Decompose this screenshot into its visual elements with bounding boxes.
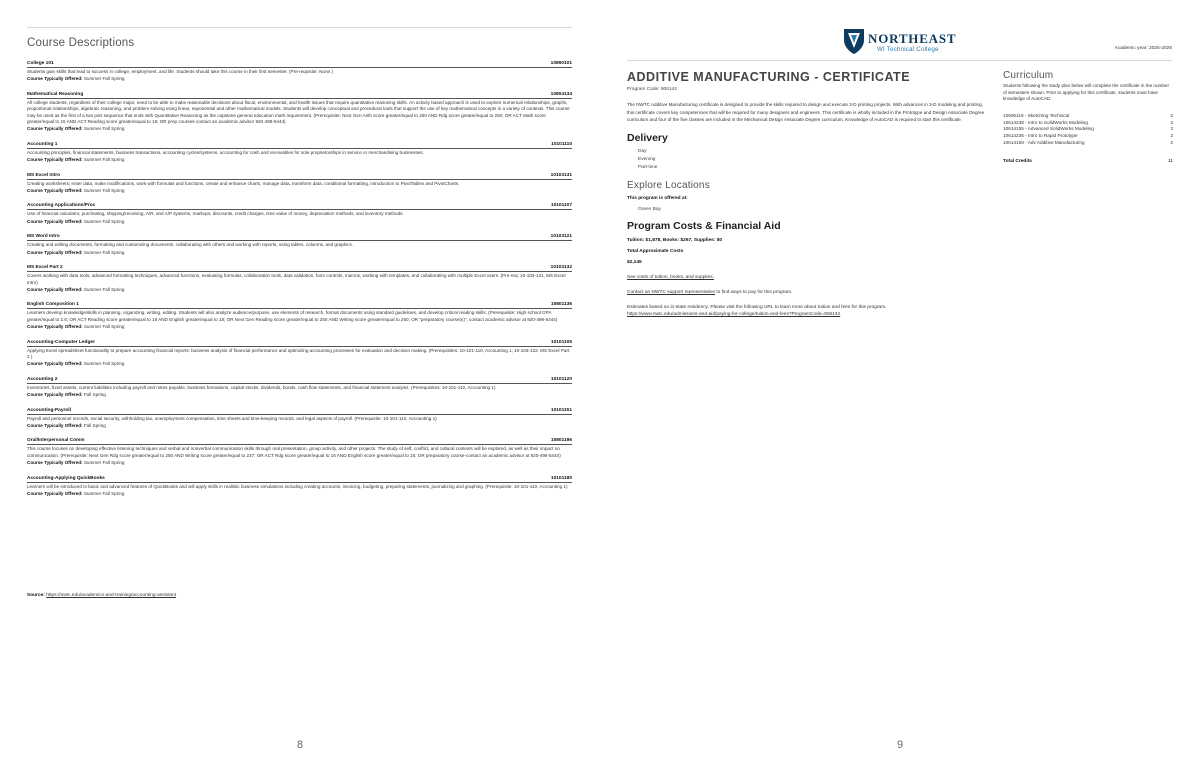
- course-offered-terms: Summer Fall Spring: [83, 249, 125, 255]
- logo-subtitle: WI Technical College: [877, 46, 939, 53]
- page-number: 9: [896, 739, 904, 751]
- program-main-column: [627, 70, 987, 318]
- college-logo: [842, 27, 972, 57]
- course-entry: [27, 265, 572, 293]
- program-code: Program Code: 906142: [627, 87, 677, 92]
- course-offered-terms: Summer Fall Spring: [83, 286, 125, 292]
- source-link[interactable]: https://nwtc.edu/academics-and-training/accounting-assistant: [46, 593, 177, 598]
- course-name: English Composition 1: [27, 302, 79, 308]
- course-offered: [27, 460, 572, 466]
- header-divider: [627, 60, 1172, 61]
- program-description: The NWTC Additive Manufacturing certificate is designed to provide the skills required to design and execute 3-D printing projects. With advances in 3-D modeling and printing, this certificate covers key competencies that will be required for many designers and engineers. This certificate is wholly included in the Prototype and Design Associate Degree curriculum and four of the five classes are included in the Mechanical Design Associate Degree curriculum. Knowledge of AutoCAD is required to start this certificate.: [627, 102, 985, 123]
- course-description: Creating and editing documents, formatting and customizing documents, collaborating with others and working with reports, using tables, columns, and graphics.: [27, 242, 354, 248]
- course-entry: [27, 438, 572, 466]
- course-offered-label: Course Typically Offered:: [27, 218, 83, 224]
- course-offered-terms: Summer Fall Spring: [83, 218, 125, 224]
- course-offered-terms: Summer Fall Spring: [83, 126, 125, 132]
- course-offered: [27, 250, 572, 256]
- course-description: Use of financial calculator, purchasing, shipping/receiving, A/R, and A/P systems, markups, discounts, credit charges, time value of money, depreciation methods, and inventory methods.: [27, 211, 404, 217]
- course-code: 10801136: [550, 302, 572, 308]
- course-offered: [27, 188, 572, 194]
- curriculum-credits: 2: [1170, 139, 1173, 145]
- curriculum-credits: 2: [1170, 112, 1173, 118]
- course-description: Covers working with data tools, advanced formatting techniques, advanced functions, evaluating formulas, collaboration tools, data validation, form controls, macros, working with templates, and collaborating with multiple Excel users. (Pre-req: 10-103-131, MS Excel Intro): [27, 273, 566, 285]
- delivery-item: Day: [638, 148, 647, 154]
- curriculum-description: Students following the study plan below will complete the certificate in the number of semesters shown. Prior to applying for this certificate, students must have knowledge of AutoCAD.: [1003, 83, 1169, 102]
- course-name: Accounting-Applying QuickBooks: [27, 475, 105, 481]
- course-header: [27, 476, 572, 483]
- curriculum-row: [1003, 140, 1173, 147]
- course-entry: [27, 234, 572, 256]
- course-offered: [27, 126, 572, 132]
- course-description: Accounting principles, financial statements, business transactions, accounting cycles/systems, accounting for cash and receivables for sole proprietorships in service or merchandising businesses.: [27, 149, 424, 155]
- top-divider: [27, 27, 572, 28]
- course-offered-label: Course Typically Offered:: [27, 460, 83, 466]
- curriculum-row: [1003, 113, 1173, 120]
- course-header: [27, 142, 572, 149]
- delivery-item: Evening: [638, 156, 656, 162]
- estimates-text: Estimates based on in-state residency. Please visit the following URL to learn more about tuition and fees for this program.: [627, 304, 887, 310]
- offered-at-label: This program is offered at:: [627, 195, 688, 201]
- course-offered-label: Course Typically Offered:: [27, 157, 83, 163]
- course-code: 10101180: [550, 475, 572, 481]
- course-code: 10103132: [550, 265, 572, 271]
- course-offered: [27, 287, 572, 293]
- course-offered-terms: Summer Fall Spring: [83, 491, 125, 496]
- delivery-item: Part-time: [638, 164, 658, 170]
- course-offered: [27, 491, 572, 497]
- course-header: [27, 234, 572, 241]
- course-description: Learners develop knowledge/skills in planning, organizing, writing, editing. Students will also analyze audience/purpose, use elements of research, format documents using standard guidelines, and develop critical reading skills. (Prerequisite: High school GPA greater/equal to 2.6; OR ACT Reading score greater/equal to 16 AND English greater/equal to 18; OR Next Gen Reading score greater/equal to 250 AND Writing score greater/equal to 260; OR "preparatory course(s)", contact academic advisor at 920-498-5444): [27, 310, 558, 322]
- course-entry: [27, 340, 572, 368]
- course-entry: [27, 203, 572, 225]
- course-offered: [27, 76, 572, 82]
- costs-heading: Program Costs & Financial Aid: [627, 219, 781, 232]
- course-code: 10101107: [550, 203, 572, 209]
- course-code: 10101151: [550, 407, 572, 413]
- course-offered-terms: Summer Fall Spring: [83, 188, 125, 194]
- course-description: Learners will be introduced to basic and advanced features of QuickBooks and will apply skills in realistic business simulations including creating accounts, invoicing, budgeting, preparing statements, journalizing and graphing. (Prerequisite: 10-101-110, Accounting 1): [27, 483, 568, 489]
- course-name: Accounting-Computer Ledger: [27, 339, 95, 345]
- course-description: Payroll and personnel records, social security, withholding tax, unemployment compensation, time sheets and time-keeping records, and legal aspects of payroll. (Prerequisite: 10-101-110, Accounting 1): [27, 415, 437, 421]
- course-name: Accounting 1: [27, 141, 58, 147]
- total-costs-label: Total Approximate Costs: [627, 248, 684, 254]
- course-name: MS Excel Part 2: [27, 265, 63, 271]
- course-offered-label: Course Typically Offered:: [27, 392, 83, 398]
- total-credits-row: [1003, 159, 1173, 164]
- course-code: 10804134: [550, 91, 572, 97]
- course-offered-terms: Summer Fall Spring: [83, 460, 125, 466]
- course-offered-label: Course Typically Offered:: [27, 249, 83, 255]
- course-header: [27, 438, 572, 445]
- course-header: [27, 302, 572, 309]
- course-entry: [27, 92, 572, 133]
- course-offered-label: Course Typically Offered:: [27, 422, 83, 428]
- course-description: This course focuses on developing effective listening techniques and verbal and nonverbal communication skills through oral presentation, group activity, and other projects. The study of self, conflict, and cultural contexts will be explored, as well as their impact on communication. (Prerequisite: Next Gen Rdg score greater/equal to 250 AND Writing score greater/equal to 237; OR ACT Rdg score greater/equal to 16 AND English score greater/equal to 16; OR preparatory course-contact an academic advisor at 920-498-5444): [27, 446, 561, 458]
- shield-icon: [842, 27, 866, 55]
- course-entry: [27, 408, 572, 430]
- course-offered-label: Course Typically Offered:: [27, 361, 83, 367]
- curriculum-credits: 3: [1170, 119, 1173, 125]
- delivery-list: [627, 148, 987, 172]
- course-description: Creating worksheets; enter data, make modifications, work with formulas and functions, create and enhance charts, manage data, transform data, conditional formatting, introduction to PivotTables and PivotCharts.: [27, 180, 460, 186]
- course-code: 10801196: [550, 438, 572, 444]
- cost-breakdown: Tuition: $1,878, Books: $267, Supplies: $0: [627, 237, 723, 243]
- course-offered: [27, 324, 572, 330]
- course-offered-terms: Summer Fall Spring: [83, 324, 125, 330]
- program-title: ADDITIVE MANUFACTURING - CERTIFICATE: [627, 70, 911, 84]
- course-description: Applying Excel spreadsheet functionality to prepare accounting financial reports; business analysis of financial performance and optimizing accounting processes for evaluation and decision making. (Prerequisites: 10-101-110, Accounting 1; 10-103-132, MS Excel Part 2 ): [27, 347, 570, 359]
- tuition-url-link[interactable]: https://www.nwtc.edu/admissions-and-aid/paying-for-college/tuition-and-fees?ProgramCode=906142: [627, 311, 841, 317]
- course-code: 10101120: [550, 376, 572, 382]
- course-offered-terms: Summer Fall Spring: [83, 361, 125, 367]
- course-offered: [27, 392, 572, 398]
- contact-line: [627, 289, 987, 296]
- course-name: Mathematical Reasoning: [27, 91, 84, 97]
- curriculum-row: [1003, 133, 1173, 140]
- curriculum-course: 10614238 - Intro to SolidWorks Modeling: [1003, 119, 1088, 125]
- course-offered: [27, 361, 572, 367]
- course-name: Accounting Applications/Proc: [27, 203, 96, 209]
- delivery-heading: Delivery: [627, 131, 668, 144]
- course-offered-label: Course Typically Offered:: [27, 491, 83, 496]
- course-entry: [27, 173, 572, 195]
- source-label: Source:: [27, 593, 45, 598]
- estimates-block: [627, 304, 987, 318]
- contact-support-link[interactable]: Contact an NWTC support representative: [627, 289, 715, 295]
- course-description: All college students, regardless of their college major, need to be able to make reasonable decisions about fiscal, environmental, and health issues that require quantitative reasoning skills. An activity based approach is used to explore numerical relationships, graphs, proportional relationships, algebraic reasoning, and problem solving using linear, exponential and other mathematical models. Students will develop conceptual and procedural tools that support the use of key mathematical concepts in a variety of contexts. This course may be used as the first of a two part sequence that ends with Quantitative Reasoning as the capstone general education math requirement. (Prerequisite: Next Gen Arith score greater/equal to 250 AND Rdg score greater/equal to 250; OR ACT Math score greater/equal to 15 AND ACT Reading score greater/equal to 16; OR prep courses-contact an academic advisor 920-498-5444): [27, 99, 570, 125]
- course-name: College 101: [27, 61, 54, 66]
- course-code: 10101105: [550, 339, 572, 345]
- curriculum-row: [1003, 126, 1173, 133]
- section-title: Course Descriptions: [27, 37, 135, 49]
- course-entry: [27, 377, 572, 399]
- course-offered-label: Course Typically Offered:: [27, 126, 83, 132]
- curriculum-credits: 3: [1170, 126, 1173, 132]
- academic-year: Academic year: 2025-2026: [1114, 46, 1172, 51]
- page-number: 8: [296, 739, 304, 751]
- curriculum-list: [1003, 113, 1173, 147]
- course-header: [27, 92, 572, 99]
- course-offered-terms: Fall Spring: [83, 392, 106, 398]
- curriculum-row: [1003, 120, 1173, 127]
- course-code: 10101110: [551, 141, 572, 147]
- course-code: 10890101: [550, 61, 572, 66]
- location-name: Green Bay: [638, 206, 661, 212]
- logo-wordmark: NORTHEAST: [868, 31, 957, 46]
- course-offered-label: Course Typically Offered:: [27, 324, 83, 330]
- curriculum-course: 10614158 - Adv Additive Manufacturing: [1003, 139, 1085, 145]
- total-credits-label: Total Credits: [1003, 158, 1032, 164]
- course-name: Accounting 2: [27, 376, 58, 382]
- contact-text: to find ways to pay for this program.: [714, 289, 793, 295]
- course-offered-terms: Summer Fall Spring: [83, 76, 125, 82]
- page-right: [600, 0, 1200, 776]
- course-offered-terms: Fall Spring: [83, 422, 106, 428]
- course-description: Students gain skills that lead to success in college, employment, and life. Students should take this course in their first semester. (Pre-requisite: None.): [27, 69, 333, 74]
- course-offered-label: Course Typically Offered:: [27, 286, 83, 292]
- locations-heading: Explore Locations: [627, 179, 710, 191]
- course-header: [27, 408, 572, 415]
- course-list: [27, 61, 572, 506]
- course-offered: [27, 423, 572, 429]
- course-entry: [27, 302, 572, 330]
- course-header: [27, 173, 572, 180]
- curriculum-heading: Curriculum: [1003, 70, 1054, 81]
- curriculum-course: 10614155 - Advanced SolidWorks Modeling: [1003, 126, 1094, 132]
- curriculum-course: 10614236 - Intro to Rapid Prototype: [1003, 133, 1078, 139]
- course-offered: [27, 219, 572, 225]
- course-entry: [27, 142, 572, 164]
- source-line: [27, 593, 176, 598]
- course-name: Accounting-Payroll: [27, 407, 71, 413]
- course-name: Oral/Interpersonal Comm: [27, 438, 85, 444]
- costs-link[interactable]: See costs of tuition, books, and supplies.: [627, 274, 714, 280]
- total-credits-value: 11: [1168, 158, 1173, 164]
- course-code: 10103131: [550, 172, 572, 178]
- course-offered-terms: Summer Fall Spring: [83, 157, 125, 163]
- course-header: [27, 340, 572, 347]
- curriculum-course: 10606119 - Sketching-Technical: [1003, 112, 1070, 118]
- course-code: 10103121: [550, 234, 572, 240]
- curriculum-column: [1003, 70, 1173, 164]
- course-header: [27, 61, 572, 68]
- course-entry: [27, 476, 572, 498]
- course-description: Inventories, fixed assets, current liabilities including payroll and notes payable, business formations, capital stocks, dividends, bonds, cash flow statements, and financial statement analysis. (Prerequisites: 10-101-110, Accounting 1): [27, 384, 496, 390]
- course-offered: [27, 157, 572, 163]
- course-name: MS Excel Intro: [27, 172, 61, 178]
- curriculum-credits: 2: [1170, 133, 1173, 139]
- course-offered-label: Course Typically Offered:: [27, 188, 83, 194]
- course-offered-label: Course Typically Offered:: [27, 76, 83, 82]
- course-name: MS Word Intro: [27, 234, 60, 240]
- total-costs-value: $2,145: [627, 259, 642, 265]
- course-header: [27, 265, 572, 272]
- course-header: [27, 377, 572, 384]
- course-entry: [27, 61, 572, 83]
- costs-link-line: [627, 274, 987, 281]
- course-header: [27, 203, 572, 210]
